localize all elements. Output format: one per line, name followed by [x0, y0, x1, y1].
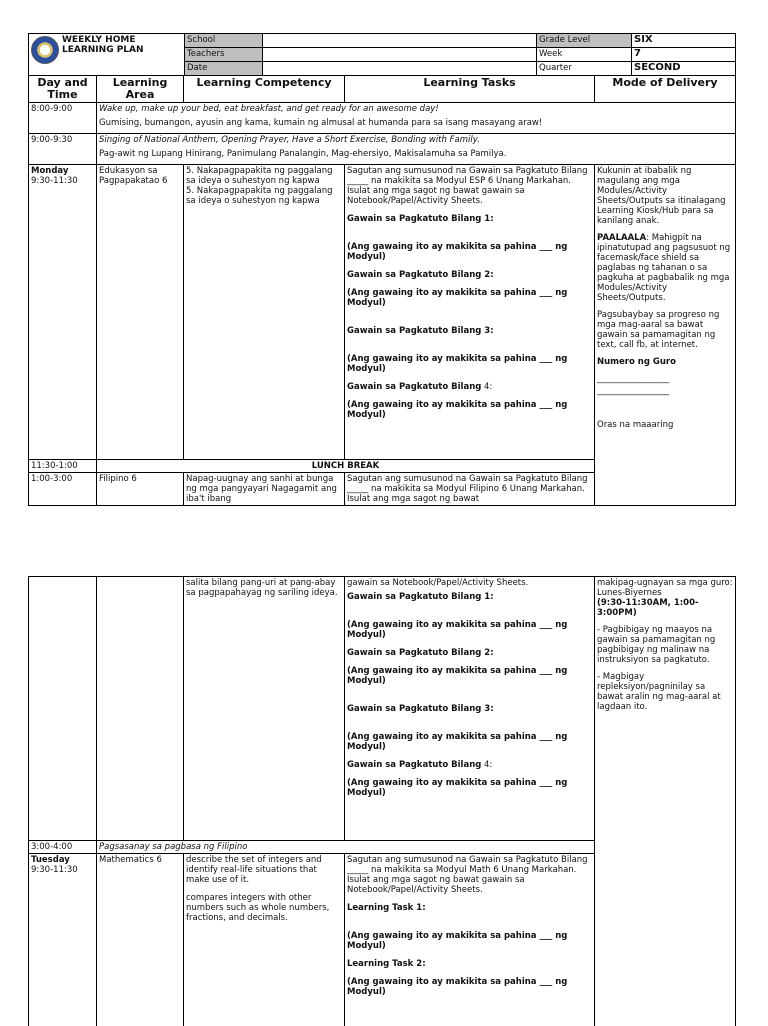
filipino-time: 1:00-3:00 — [29, 473, 97, 506]
routine1-line1: Wake up, make up your bed, eat breakfast, and get ready for an awesome day! — [99, 104, 733, 114]
routine1-text — [97, 103, 736, 134]
col-learning-tasks: Learning Tasks — [345, 76, 595, 103]
grade-level-value: SIX — [632, 34, 736, 48]
mode-pickup: Kukunin at ibabalik ng magulang ang mga Modules/Activity Sheets/Outputs sa itinalagang Learning Kiosk/Hub para sa kanilang anak. — [597, 166, 733, 226]
filipino-task-2: Gawain sa Pagkatuto Bilang 2: — [347, 648, 592, 658]
tuesday-tasks — [345, 854, 595, 1026]
monday-competency-1: 5. Nakapagpapakita ng paggalang sa ideya o suhestyon ng kapwa — [186, 166, 342, 186]
routine2-text — [97, 134, 736, 165]
mode-of-delivery-cell — [595, 165, 736, 506]
filipino-area-cont — [97, 577, 184, 841]
filipino-task-4-num: 4: — [481, 760, 492, 770]
filipino-task-1-page: (Ang gawaing ito ay makikita sa pahina ___ ng Modyul) — [347, 620, 592, 640]
monday-time: 9:30-11:30 — [31, 176, 94, 186]
filipino-intro-cont: gawain sa Notebook/Papel/Activity Sheets. — [347, 578, 592, 588]
monday-task-2-page: (Ang gawaing ito ay makikita sa pahina ___ ng Modyul) — [347, 288, 592, 308]
tuesday-task-2-page: (Ang gawaing ito ay makikita sa pahina ___ ng Modyul) — [347, 977, 592, 997]
monday-task-3-page: (Ang gawaing ito ay makikita sa pahina ___ ng Modyul) — [347, 354, 592, 374]
filipino-time-cont — [29, 577, 97, 841]
monday-task-3: Gawain sa Pagkatuto Bilang 3: — [347, 326, 592, 336]
paalala-text: : Mahigpit na ipinatutupad ang pagsusuot ng facemask/face shield sa paglabas ng tahanan o sa pagkuha at pagbabalik ng mga Modules/Activity Sheets/Outputs. — [597, 233, 730, 303]
monday-task-intro: Sagutan ang sumusunod na Gawain sa Pagkatuto Bilang _____ na makikita sa Modyul ESP 6 Unang Markahan. Isulat ang mga sagot ng bawat gawain sa Notebook/Papel/Activity Sheets. — [347, 166, 592, 206]
mode-contact-text: makipag-ugnayan sa mga guro: Lunes-Biyernes — [597, 578, 733, 598]
tuesday-task-1-page: (Ang gawaing ito ay makikita sa pahina ___ ng Modyul) — [347, 931, 592, 951]
plan-title-line2: LEARNING PLAN — [62, 45, 144, 55]
col-mode-of-delivery: Mode of Delivery — [595, 76, 736, 103]
mode-monitoring: Pagsubaybay sa progreso ng mga mag-aaral sa bawat gawain sa pamamagitan ng text, call fb, at internet. — [597, 310, 733, 350]
grade-level-label: Grade Level — [537, 34, 632, 48]
filipino-area: Filipino 6 — [97, 473, 184, 506]
mode-of-delivery-cell-2 — [595, 577, 736, 1026]
mode-available-hours: Oras na maaaring — [597, 420, 733, 430]
date-value — [263, 62, 537, 76]
filipino-competency: Napag-uugnay ang sanhi at bunga ng mga pangyayari Nagagamit ang iba't ibang — [184, 473, 345, 506]
quarter-value: SECOND — [632, 62, 736, 76]
filipino-task-1: Gawain sa Pagkatuto Bilang 1: — [347, 592, 592, 602]
mode-contact-hours: (9:30-11:30AM, 1:00-3:00PM) — [597, 598, 699, 618]
date-label: Date — [185, 62, 263, 76]
routine1-time: 8:00-9:00 — [29, 103, 97, 134]
tuesday-task-1: Learning Task 1: — [347, 903, 592, 913]
monday-task-1: Gawain sa Pagkatuto Bilang 1: — [347, 214, 592, 224]
routine1-line2: Gumising, bumangon, ayusin ang kama, kumain ng almusal at humanda para sa isang masayang araw! — [99, 118, 733, 128]
tuesday-competency-1: describe the set of integers and identify real-life situations that make use of it. — [186, 855, 342, 885]
tuesday-time: 9:30-11:30 — [31, 865, 94, 875]
quarter-label: Quarter — [537, 62, 632, 76]
deped-seal-icon — [31, 36, 59, 64]
tuesday-task-intro: Sagutan ang sumusunod na Gawain sa Pagkatuto Bilang _____ na makikita sa Modyul Math 6 Unang Markahan. Isulat ang mga sagot ng bawat gawain sa Notebook/Papel/Activity Sheets. — [347, 855, 592, 895]
plan-page-2 — [28, 576, 735, 1026]
teacher-number-label: Numero ng Guro — [597, 357, 733, 367]
school-label: School — [185, 34, 263, 48]
plan-title-line1: WEEKLY HOME — [62, 35, 144, 45]
plan-table-2 — [28, 576, 736, 1026]
monday-task-4-num: 4: — [481, 382, 492, 392]
plan-page-1 — [28, 33, 735, 506]
tuesday-competency-2: compares integers with other numbers such as whole numbers, fractions, and decimals. — [186, 893, 342, 923]
monday-competency — [184, 165, 345, 460]
routine2-line2: Pag-awit ng Lupang Hinirang, Panimulang Panalangin, Mag-ehersiyo, Makisalamuha sa Pamilya. — [99, 149, 733, 159]
reading-time: 3:00-4:00 — [29, 841, 97, 854]
monday-task-4-page: (Ang gawaing ito ay makikita sa pahina ___ ng Modyul) — [347, 400, 592, 420]
filipino-competency-cont: salita bilang pang-uri at pang-abay sa pagpapahayag ng sariling ideya. — [184, 577, 345, 841]
routine2-time: 9:00-9:30 — [29, 134, 97, 165]
plan-title-cell — [29, 34, 185, 76]
filipino-task-2-page: (Ang gawaing ito ay makikita sa pahina ___ ng Modyul) — [347, 666, 592, 686]
week-label: Week — [537, 48, 632, 62]
lunch-break-label: LUNCH BREAK — [97, 460, 595, 473]
filipino-task-4-page: (Ang gawaing ito ay makikita sa pahina ___ ng Modyul) — [347, 778, 592, 798]
monday-task-4-label: Gawain sa Pagkatuto Bilang — [347, 382, 481, 392]
tuesday-area: Mathematics 6 — [97, 854, 184, 1026]
lunch-time: 11:30-1:00 — [29, 460, 97, 473]
monday-task-1-page: (Ang gawaing ito ay makikita sa pahina ___ ng Modyul) — [347, 242, 592, 262]
monday-competency-2: 5. Nakapagpapakita ng paggalang sa ideya o suhestyon ng kapwa — [186, 186, 342, 206]
filipino-task-4 — [347, 760, 592, 770]
mode-contact — [597, 578, 733, 618]
monday-task-2: Gawain sa Pagkatuto Bilang 2: — [347, 270, 592, 280]
teachers-value — [263, 48, 537, 62]
school-value — [263, 34, 537, 48]
routine2-line1: Singing of National Anthem, Opening Prayer, Have a Short Exercise, Bonding with Family. — [99, 135, 733, 145]
filipino-task-intro: Sagutan ang sumusunod na Gawain sa Pagkatuto Bilang _____ na makikita sa Modyul Filipino 6 Unang Markahan. Isulat ang mga sagot ng bawat — [345, 473, 595, 506]
col-learning-area: Learning Area — [97, 76, 184, 103]
filipino-task-4-label: Gawain sa Pagkatuto Bilang — [347, 760, 481, 770]
monday-tasks — [345, 165, 595, 460]
mode-paalala — [597, 233, 733, 303]
tuesday-competency — [184, 854, 345, 1026]
tuesday-day: Tuesday — [31, 855, 94, 865]
mode-instructions: - Pagbibigay ng maayos na gawain sa pamamagitan ng pagbibigay ng malinaw na instruksiyon sa pagkatuto. — [597, 625, 733, 665]
plan-table-1 — [28, 75, 736, 506]
reading-activity: Pagsasanay sa pagbasa ng Filipino — [97, 841, 595, 854]
col-learning-competency: Learning Competency — [184, 76, 345, 103]
mode-reflection: - Magbigay repleksiyon/pagninilay sa bawat aralin ng mag-aaral at lagdaan ito. — [597, 672, 733, 712]
col-day-time: Day and Time — [29, 76, 97, 103]
monday-day: Monday — [31, 166, 94, 176]
teacher-number-line-1: _________________ — [597, 374, 733, 384]
tuesday-time-cell — [29, 854, 97, 1026]
teachers-label: Teachers — [185, 48, 263, 62]
monday-time-cell — [29, 165, 97, 460]
monday-task-4 — [347, 382, 592, 392]
filipino-task-3-page: (Ang gawaing ito ay makikita sa pahina ___ ng Modyul) — [347, 732, 592, 752]
tuesday-task-2: Learning Task 2: — [347, 959, 592, 969]
paalala-label: PAALAALA — [597, 233, 646, 243]
header-table — [28, 33, 736, 76]
teacher-number-line-2: _________________ — [597, 386, 733, 396]
week-value: 7 — [632, 48, 736, 62]
monday-area: Edukasyon sa Pagpapakatao 6 — [97, 165, 184, 460]
filipino-task-3: Gawain sa Pagkatuto Bilang 3: — [347, 704, 592, 714]
filipino-tasks — [345, 577, 595, 841]
